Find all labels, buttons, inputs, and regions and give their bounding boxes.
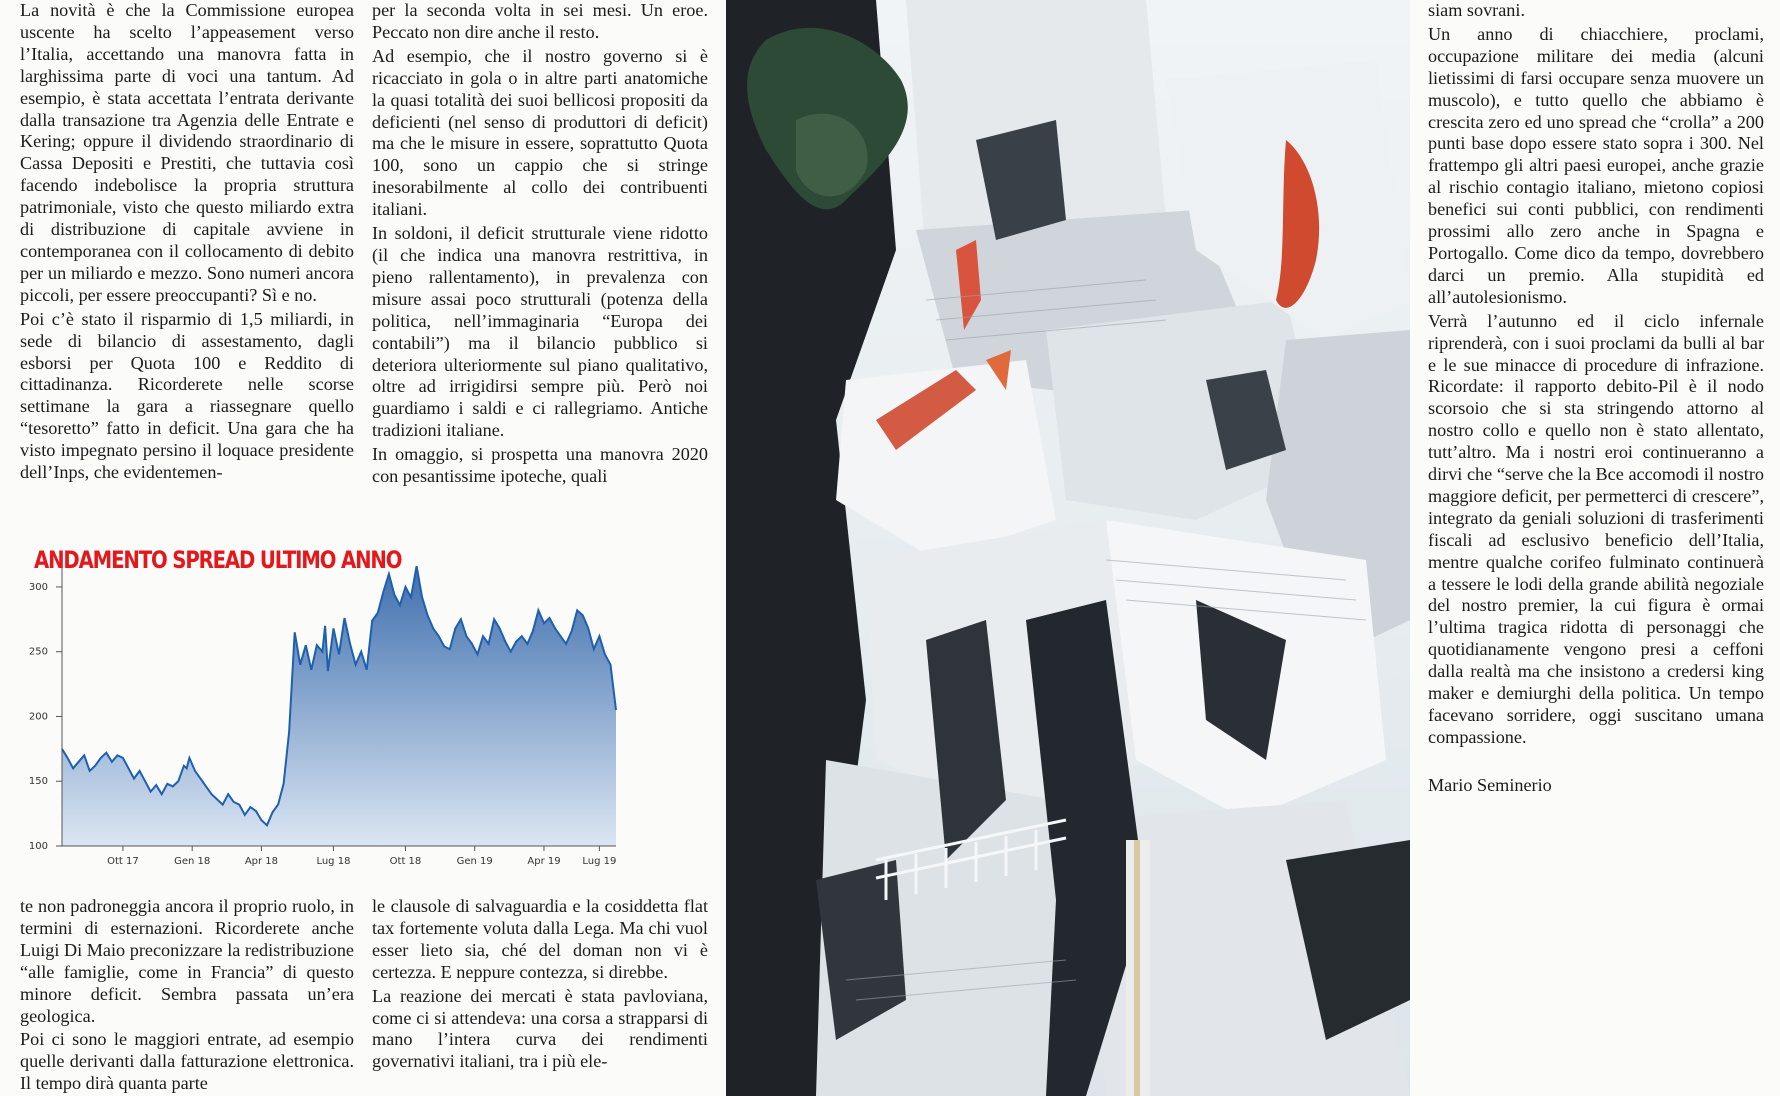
x-tick-label: Lug 18	[316, 856, 351, 867]
chart-title: ANDAMENTO SPREAD ULTIMO ANNO	[34, 546, 402, 574]
article-column-1	[20, 0, 354, 530]
author-signature: Mario Seminerio	[1428, 774, 1552, 795]
paragraph: La reazione dei mercati è stata pavloviana, come ci si attendeva: una corsa a strapparsi di mano l’intera curva dei rendimenti governativi italiani, tra i più ele-	[372, 985, 708, 1072]
article-column-1-lower	[20, 896, 354, 1096]
spread-chart	[18, 540, 708, 880]
x-tick-label: Apr 19	[527, 856, 561, 867]
x-tick-label: Gen 18	[174, 856, 211, 867]
y-tick-label: 250	[28, 646, 48, 658]
paragraph: Verrà l’autunno ed il ciclo infernale riprenderà, con i suoi proclami da bulli al bar e le sue minacce di procedure di infrazione. Ricordate: il rapporto debito-Pil è il nodo scorsoio che si sta stringendo attorno al nostro collo e quello non è stato allentato, tutt’altro. Ma i nostri eroi continueranno a dirvi che “serve che la Bce accomodi il nostro maggiore deficit, per permetterci di crescere”, integrato da geniali soluzioni di trasferimenti fiscali ad esclusivo beneficio dell’Italia, mentre qualche corifeo fulminato continuerà a tessere le lodi della grande abilità negoziale del nostro premier, la cui figura è ormai l’ultima tragica ridotta di personaggi che quotidianamente vengono presi a ceffoni dalla realtà ma che insistono a credersi king maker e demiurghi della politica. Un tempo facevano sorridere, oggi suscitano umana compassione.	[1428, 310, 1764, 747]
paragraph: In soldoni, il deficit strutturale viene ridotto (il che indica una manovra restrittiva, in pieno rallentamento), in prevalenza con misure assai poco strutturali (potenza della politica, nell’immaginaria “Europa dei contabili”) ma il bilancio pubblico si deteriora ulteriormente sul piano qualitativo, oltre ad irrigidirsi sempre più. Però noi guardiamo i saldi e ci rallegriamo. Antiche tradizioni italiane.	[372, 223, 708, 441]
x-tick-label: Apr 18	[244, 856, 279, 867]
y-tick-label: 200	[28, 711, 48, 723]
paragraph: Poi c’è stato il risparmio di 1,5 miliardi, in sede di bilancio di assestamento, dagli esborsi per Quota 100 e Reddito di cittadinanza. Ricorderete nelle scorse settimane la gara a riassegnare quello “tesoretto” fatto in deficit. Una gara che ha visto impegnato persino il loquace presidente dell’Inps, che evidentemen-	[20, 308, 354, 483]
paragraph: le clausole di salvaguardia e la cosiddetta flat tax fortemente voluta dalla Lega. Ma chi vuol esser lieto sia, ché del doman non vi è certezza. E neppure contezza, si direbbe.	[372, 896, 708, 982]
article-column-2-lower	[372, 896, 708, 1096]
paragraph: per la seconda volta in sei mesi. Un eroe. Peccato non dire anche il resto.	[372, 0, 708, 42]
collapsed-bridge-photo	[726, 0, 1410, 1096]
paragraph: Un anno di chiacchiere, proclami, occupazione militare dei media (alcuni lietissimi di farsi occupare senza muovere un muscolo), e tutto quello che abbiamo è crescita zero ed uno spread che “crolla” a 200 punti base dopo essere stato sopra i 300. Nel frattempo gli altri paesi europei, anche grazie al rischio contagio italiano, mietono copiosi benefici sui conti pubblici, con rendimenti prossimi allo zero anche in Spagna e Portogallo. Come dico da tempo, dovrebbero darci un premio. Alla stupidità ed all’autolesionismo.	[1428, 23, 1764, 307]
x-tick-label: Ott 17	[107, 856, 139, 867]
paragraph: La novità è che la Commissione europea uscente ha scelto l’appeasement verso l’Italia, accettando una manovra fatta in larghissima parte di voci una tantum. Ad esempio, è stata accettata l’entrata derivante dalla transazione tra Agenzia delle Entrate e Kering; oppure il dividendo straordinario di Cassa Depositi e Prestiti, che tuttavia così facendo indebolisce la propria struttura patrimoniale, visto che questo miliardo extra di distribuzione di capitale avviene in contemporanea con il collocamento di debito per un miliardo e mezzo. Sono numeri ancora piccoli, per essere preoccupanti? Sì e no.	[20, 0, 354, 305]
article-column-2	[372, 0, 708, 530]
chart-area	[62, 566, 616, 846]
y-tick-label: 150	[28, 776, 48, 788]
paragraph: te non padroneggia ancora il proprio ruolo, in termini di esternazioni. Ricorderete anche Luigi Di Maio preconizzare la redistribuzione “alle famiglie, come in Francia” di questo minore deficit. Sembra passata un’era geologica.	[20, 896, 354, 1026]
x-tick-label: Lug 19	[582, 856, 617, 867]
x-tick-label: Ott 18	[389, 856, 422, 867]
article-column-4	[1428, 0, 1764, 1096]
x-tick-label: Gen 19	[456, 856, 493, 867]
photo-image	[726, 0, 1410, 1096]
paragraph: Ad esempio, che il nostro governo si è ricacciato in gola o in altre parti anatomiche la quasi totalità dei suoi bellicosi propositi da deficienti (nel senso di produttori di deficit) ma che le misure in essere, soprattutto Quota 100, sono un cappio che si stringe inesorabilmente al collo dei contribuenti italiani.	[372, 45, 708, 220]
paragraph: siam sovrani.	[1428, 0, 1525, 20]
paragraph: Poi ci sono le maggiori entrate, ad esempio quelle derivanti dalla fatturazione elettronica. Il tempo dirà quanta parte	[20, 1029, 354, 1094]
y-tick-label: 100	[28, 841, 48, 852]
chart-canvas	[18, 540, 708, 880]
y-tick-label: 300	[28, 581, 48, 593]
paragraph: In omaggio, si prospetta una manovra 2020 con pesantissime ipoteche, quali	[372, 444, 708, 487]
